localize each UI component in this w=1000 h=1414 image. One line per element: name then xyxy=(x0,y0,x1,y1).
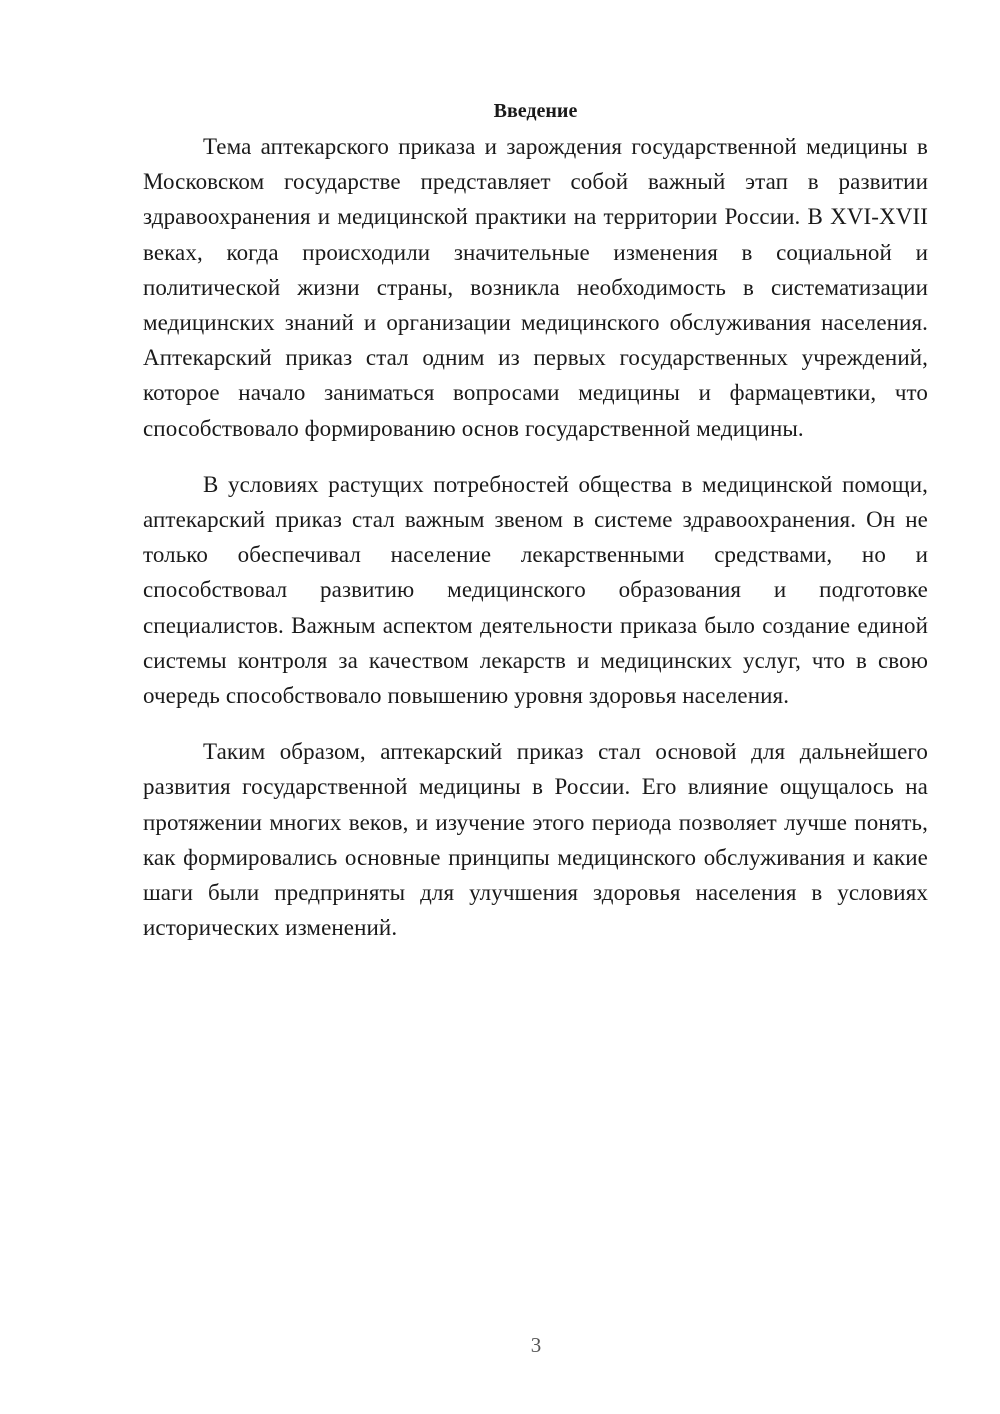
paragraph-2: В условиях растущих потребностей общества в медицинской помощи, аптекарский приказ стал важным звеном в системе здравоохранения. Он не только обеспечивал население лекарственными средствами, но и способствовал развитию медицинского образования и подготовке специалистов. Важным аспектом деятельности приказа было создание единой системы контроля за качеством лекарств и медицинских услуг, что в свою очередь способствовало повышению уровня здоровья населения. xyxy=(143,471,928,709)
paragraph-1: Тема аптекарского приказа и зарождения государственной медицины в Московском государстве представляет собой важный этап в развитии здравоохранения и медицинской практики на территории России. В XVI-XVII веках, когда происходили значительные изменения в социальной и политической жизни страны, возникла необходимость в систематизации медицинских знаний и организации медицинского обслуживания населения. Аптекарский приказ стал одним из первых государственных учреждений, которое начало заниматься вопросами медицины и фармацевтики, что способствовало формированию основ государственной медицины. xyxy=(143,134,928,441)
page-content xyxy=(143,96,928,945)
section-title: Введение xyxy=(493,100,578,122)
paragraph-3: Таким образом, аптекарский приказ стал основой для дальнейшего развития государственной медицины в России. Его влияние ощущалось на протяжении многих веков, и изучение этого периода позволяет лучше понять, как формировались основные принципы медицинского обслуживания и какие шаги были предприняты для улучшения здоровья населения в условиях исторических изменений. xyxy=(143,739,928,941)
page-number: 3 xyxy=(530,1333,542,1357)
